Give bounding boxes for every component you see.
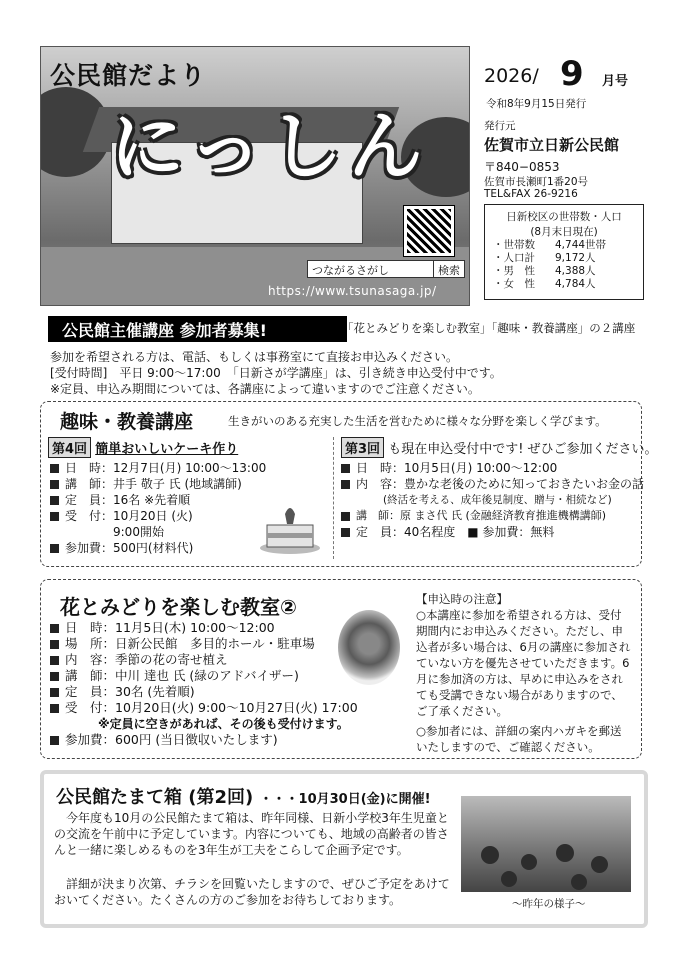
detail-row: 定 員：30名 (先着順) [50, 684, 358, 700]
detail-row: 講 師：原 まさ代 氏 (金融経済教育推進機構講師) [341, 508, 644, 524]
detail-row: 講 師：中川 達也 氏 (緑のアドバイザー) [50, 668, 358, 684]
detail-row: 日 時：10月5日(月) 10:00〜12:00 [341, 460, 644, 476]
tamate-paragraph: 詳細が決まり次第、チラシを回覧いたしますので、ぜひご予定をあけておいてください。たくさんの方のご参加をお待ちしております。 [54, 877, 450, 907]
hobby-left-rows [50, 460, 266, 556]
recruit-banner-sub: 「花とみどりを楽しむ教室」「趣味・教養講座」の２講座 [342, 321, 636, 335]
garden-title: 花とみどりを楽しむ教室② [60, 595, 297, 619]
tamate-paragraph: 今年度も10月の公民館たまて箱は、昨年同様、日新小学校3年生児童との交流を午前中に予定しています。内容についても、地域の高齢者の皆さんと一緒に楽しめるものを3年生が工夫をこらして企画予定です。 [54, 811, 449, 857]
tamate-date: ・・・10月30日(金)に開催! [259, 792, 431, 807]
search-button: 検索 [433, 261, 464, 277]
detail-row: 受 付：10月20日 (火) [50, 508, 266, 524]
issue-year: 2026/ [484, 65, 539, 87]
intro-line: 参加を希望される方は、電話、もしくは事務室にて直接お申込みください。 [50, 350, 459, 364]
detail-row: 内 容：季節の花の寄せ植え [50, 652, 358, 668]
detail-row: 日 時：12月7日(月) 10:00〜13:00 [50, 460, 266, 476]
detail-row: 受 付：10月20日(火) 9:00〜10月27日(火) 17:00 [50, 700, 358, 716]
issue-suffix: 月号 [602, 74, 629, 89]
detail-row: 定 員：16名 ※先着順 [50, 492, 266, 508]
hobby-left-heading [48, 437, 238, 458]
detail-row: 場 所：日新公民館 多目的ホール・駐車場 [50, 636, 358, 652]
course-number-tag: 第3回 [341, 437, 384, 458]
hobby-title: 趣味・教養講座 [60, 411, 194, 433]
detail-row: ※定員に空きがあれば、その後も受付けます。 [50, 717, 349, 731]
population-row: ・世帯数 4,744世帯 [493, 239, 607, 251]
hobby-desc: 生きがいのある充実した生活を営むために様々な分野を楽しく学びます。 [228, 414, 607, 428]
postal-code: 〒840−0853 [484, 160, 560, 174]
tamate-title: 公民館たまて箱 (第2回) [56, 787, 254, 808]
population-title: 日新校区の世帯数・人口 [506, 211, 622, 223]
detail-row: 参加費：600円 (当日徴収いたします) [50, 732, 358, 748]
notice-item: ○参加者には、詳細の案内ハガキを郵送いたしますので、ご確認ください。 [416, 724, 622, 754]
search-box [307, 260, 465, 278]
hobby-right-rows [341, 460, 644, 540]
telephone: TEL&FAX 26-9216 [484, 188, 578, 200]
recruit-banner: 公民館主催講座 参加者募集! [48, 316, 347, 342]
search-text: つながるさがし [312, 264, 389, 277]
photo-caption: 〜昨年の様子〜 [512, 898, 586, 910]
detail-row: 9:00開始 [65, 525, 164, 539]
detail-row: 内 容：豊かな老後のために知っておきたいお金の話 [341, 476, 644, 492]
detail-row: 参加費：500円(材料代) [50, 540, 266, 556]
intro-line: ※定員、申込み期間については、各講座によって違いますのでご注意ください。 [50, 382, 480, 396]
publisher-label: 発行元 [484, 120, 516, 132]
site-url: https://www.tsunasaga.jp/ [268, 284, 437, 298]
cake-icon [255, 500, 325, 555]
intro-line: [受付時間] 平日 9:00〜17:00 「日新さが学講座」は、引き続き申込受付中です。 [50, 366, 502, 380]
course-title: 簡単おいしいケーキ作り [95, 442, 239, 457]
publish-date: 令和8年9月15日発行 [486, 98, 587, 110]
flower-arrangement-photo [338, 610, 400, 685]
publisher-name: 佐賀市立日新公民館 [484, 136, 620, 154]
hobby-right-heading [341, 437, 658, 458]
newsletter-big-title: にっしん [110, 104, 429, 190]
detail-row: 講 師：井手 敬子 氏 (地域講師) [50, 476, 266, 492]
notice-item: ○本講座に参加を希望される方は、受付期間内にお申込みください。ただし、申込者が多い場合は、6月の講座に参加されていない方を優先させていただきます。6月に参加済の方は、早めに申込みをされても受講できない場合がありますので、ご了承ください。 [416, 608, 631, 718]
population-row: ・女 性 4,784人 [493, 278, 596, 290]
notice-box [416, 591, 631, 755]
course-status: も現在申込受付中です! ぜひご参加ください。 [388, 442, 658, 457]
population-row: ・男 性 4,388人 [493, 265, 596, 277]
last-year-photo [461, 796, 631, 892]
course-number-tag: 第4回 [48, 437, 91, 458]
detail-row: (終活を考える、成年後見制度、贈与・相続など) [341, 494, 612, 506]
qr-code-icon [404, 206, 454, 256]
issue-month: 9 [560, 54, 584, 94]
newsletter-name: 公民館だより [50, 61, 207, 90]
detail-row: 定 員：40名程度 ■ 参加費：無料 [341, 524, 644, 540]
column-divider [333, 437, 335, 559]
notice-title: 【申込時の注意】 [416, 592, 508, 606]
population-box [484, 204, 644, 300]
tamate-heading [56, 783, 431, 809]
population-subtitle: (8月末日現在) [530, 226, 598, 238]
garden-rows [50, 620, 358, 748]
population-row: ・人口計 9,172人 [493, 252, 596, 264]
address: 佐賀市長瀬町1番20号 [484, 176, 589, 188]
detail-row: 日 時：11月5日(木) 10:00〜12:00 [50, 620, 358, 636]
